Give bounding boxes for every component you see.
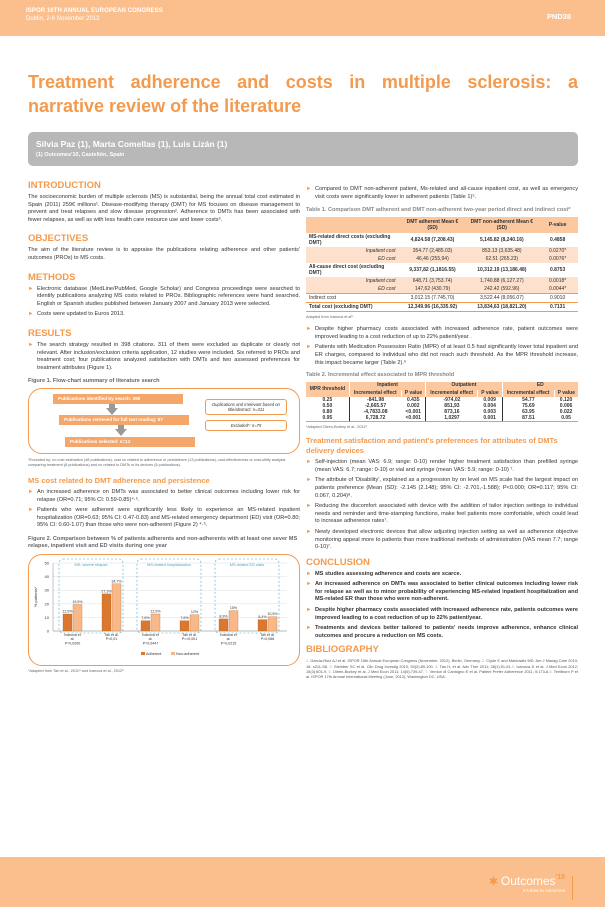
chart-data-label: 10,5% (267, 612, 278, 617)
table2-cell: <0.001 (401, 415, 425, 422)
flow-box-identified: Publications identified by search: 398 (53, 394, 183, 404)
satisfaction-item-text: Newly developed electronic devices that allow adjusting injection setting as well as adherence objective monitoring appeal more to patients than more traditional methods of administration (VAS mean 7.7; range 0-10)⁷. (315, 528, 578, 551)
chart-bar-non-adherent (229, 610, 238, 630)
bullet-arrow-icon: ► (28, 488, 34, 495)
table2-header-cell: ED (502, 382, 578, 390)
bullet-arrow-icon: ► (306, 344, 312, 351)
table2-cell: 87.51 (502, 415, 554, 422)
table1-cell: All-cause direct cost (excluding DMT) (309, 264, 385, 277)
results-list (28, 342, 300, 372)
results-item-text: The search strategy resulted in 398 citations. 311 of them were excluded as duplicate or clearly not relevant. After inclusion/exclusion criteria application, 12 studies were included. Six referred to PROs and treatment cost; four publications analyzed satisfaction with DMTs and two assessed preferences for treatment attributes (Figure 1). (37, 341, 300, 371)
chart-legend-label: Non-adherent (176, 651, 200, 656)
chart-group-label: MS-related ED visits (229, 562, 265, 567)
flow-arrow-icon (106, 408, 118, 415)
chart-bar-non-adherent (73, 604, 82, 631)
conclusion-list (306, 571, 578, 641)
chart-x-tick-label: al. (70, 637, 75, 642)
right-intro-list (306, 186, 578, 201)
table1-cell: 0.8753 (549, 267, 566, 274)
table1-cell: ED cost (306, 285, 398, 294)
table1-header-row (306, 217, 578, 233)
table1-cell: ED cost (306, 255, 398, 263)
methods-section (28, 272, 300, 319)
table1-cell: Inpatient cost (306, 277, 398, 285)
bibliography-ref-text: Clyde E and Markowitz MD. Am J Manag Care 2010; 16: s211-S8. (306, 658, 578, 669)
table2-cell: 0.003 (483, 409, 496, 416)
introduction-text: The socioeconomic burden of multiple sclerosis (MS) is substantial, being the annual total cost estimated in Spain (2011) 259€ millions¹. Disease-modifying therapy (DMT) for MS focuses on disease management to prevent and treat relapses and slow disease progression². Adherence to DMTs has been associated with fewer relapses, as well as with less health care resource use and lower costs³. (28, 194, 300, 223)
table2-cell: 0.95 (306, 415, 349, 422)
chart-data-label: 15% (229, 605, 238, 610)
logo-brand-suffix: '10 (555, 874, 565, 881)
chart-data-label: 8,4% (258, 614, 267, 619)
satisfaction-item-text: Self-injection (mean VAS: 6.9; range: 0-10) render higher treatment satisfaction than prefilled syringe (mean VAS: 6.7; range: 0-10) or vial and syringe (mean VAS: 5.9; range: 0-10) ⁷. (315, 459, 578, 473)
table1-row (306, 263, 578, 277)
table1-cell: 0.0018* (537, 277, 578, 285)
table2-cell: -2,665.57 (349, 403, 401, 409)
table2-cell: -841.98 (349, 397, 401, 403)
ms-cost-item-text: An increased adherence on DMTs was associated to better clinical outcomes including lower risk for relapse (OR=0.71; 95% CI: 0.59-0.85)⁴·⁵. (37, 488, 300, 503)
bibliography-ref-text: Tan H, et al. Adv Ther 2011; 28(1):51-61. (438, 663, 512, 669)
author-names: Silvia Paz (1), Marta Comellas (1), Luis Lizán (1) (36, 139, 228, 149)
results-item (28, 342, 300, 372)
chart-y-tick-label: 40 (44, 573, 49, 579)
bullet-arrow-icon: ► (306, 607, 312, 614)
bibliography-ref-number: 4. (435, 663, 439, 669)
table2-cell: 63.95 (502, 409, 554, 415)
table2-cell: 0.80 (322, 409, 333, 416)
chart-bar-adherent (102, 594, 111, 631)
logo-brand-text: Outcomes (500, 874, 556, 888)
satisfaction-section (306, 436, 578, 552)
table2-cell: -4,7833.08 (349, 409, 401, 415)
chart-y-axis-label: % patients* (33, 586, 38, 607)
objectives-heading: OBJECTIVES (28, 233, 89, 245)
chart-data-label: 19,5% (72, 599, 83, 604)
bibliography-ref-number: 7. (425, 668, 429, 674)
table1-cell: 5,145.82 (8,240.16) (480, 237, 524, 244)
table2-cell: 1,0297 (426, 415, 478, 422)
table1-header-cell (306, 217, 398, 233)
table1-cell: Total cost (excluding DMT) (306, 303, 398, 312)
chart-x-tick-label: P<0,01 (105, 637, 118, 642)
table1 (306, 217, 578, 312)
table1-cell: 853.13 (3,635.48) (466, 247, 537, 255)
table1-cell: MS-related direct costs (excluding DMT) (309, 234, 391, 247)
bibliography-ref-text: Teeltborn P et al. ISPOR 17th Annual International Meeting (June, 2012), Washington DC, USA. (306, 668, 578, 680)
chart-legend-swatch (141, 652, 145, 655)
table1-cell: 4,824.58 (7,208.43) (410, 237, 455, 244)
bibliography-ref-text: Steinber SC et al. Clin Drug Investig 2010; 30(2):89-100. (332, 663, 436, 669)
table2-cell: 0.05 (554, 415, 578, 422)
conclusion-heading: CONCLUSION (306, 556, 370, 568)
satisfaction-item-text: Reducing the discomfort associated with device with the addition of tailor injection settings to individual needs and reminder and time-stamping functions, make feel patients more comfortable, which could lead to increase adherence rates⁷. (315, 503, 578, 525)
table2-cell: 0.004 (483, 403, 496, 410)
flow-side-excluded: Excluded*: n=75 (205, 420, 287, 431)
table1-cell: 3,522.44 (8,056.07) (466, 294, 537, 303)
table1-cell: Inpatient cost (306, 247, 398, 255)
table2-row (306, 415, 578, 422)
conclusion-section (306, 557, 578, 641)
ms-cost-list (28, 489, 300, 530)
ms-cost-heading: MS cost related to DMT adherence and persistence (28, 475, 210, 485)
author-affiliation: (1) Outcomes'10, Castellón, Spain (36, 152, 125, 158)
table1-cell: 12,349.96 (16,335.92) (398, 303, 466, 312)
chart-group-label: MS-related hospitalization (147, 562, 191, 567)
chart-y-tick-label: 20 (44, 601, 49, 607)
bullet-arrow-icon: ► (306, 625, 312, 632)
table2-header-cell: Incremental effect (349, 390, 401, 398)
table1-footnote: Adapted from Ivanova et al⁵. (306, 315, 355, 320)
methods-item (28, 311, 300, 319)
table2-cell: 0.022 (559, 409, 573, 416)
table2-cell: 6,728.72 (349, 415, 401, 422)
table2-header-cell: MPR threshold (306, 382, 349, 397)
table1-cell: 10,312.19 (13,186.48) (477, 267, 527, 274)
chart-bar-adherent (258, 619, 267, 630)
bibliography-ref-number: 3. (329, 663, 333, 669)
chart-data-label: 7,6% (180, 616, 189, 621)
poster-code: PND38 (546, 12, 571, 21)
table2-cell: 75.69 (502, 403, 554, 409)
chart-x-tick-label: al. (226, 637, 231, 642)
table1-cell: 9,337,82 (1,1816.55) (409, 267, 456, 274)
figure2-chart-frame (28, 554, 300, 666)
table1-cell: 0.4858 (549, 237, 566, 244)
chart-x-tick-label: Tan et al. (260, 632, 275, 637)
chart-x-tick-label: Ivanova et (64, 632, 81, 637)
ms-cost-section (28, 476, 300, 530)
chart-bar-adherent (219, 619, 228, 631)
table1-header-cell: DMT non-adherent Mean € (SD) (466, 217, 537, 233)
conclusion-item-text: Despite higher pharmacy costs associated with increased adherence rate, patients outcomes were improved leading to a cost reduction of up to 22% patient/year. (315, 607, 578, 621)
table2-header-cell: Inpatient (349, 382, 425, 390)
chart-data-label: 8,9% (219, 614, 228, 619)
chart-bar-non-adherent (151, 614, 160, 631)
satisfaction-item (306, 477, 578, 500)
chart-y-tick-label: 30 (44, 587, 49, 593)
table2-header-cell: Incremental effect (502, 390, 554, 398)
satisfaction-item (306, 459, 578, 474)
methods-item-text: Electronic database (MedLine/PubMed, Google Scholar) and Congress proceedings were searched to identify publications analyzing MS costs related to PROs. Bibliographic references were hand searched. English or Spanish studies published between January 2007 and January 2013 were selected. (37, 285, 300, 307)
flow-box-selected: Publications selected: n=12 (65, 437, 195, 447)
chart-bar-non-adherent (190, 615, 199, 631)
table2-cell: 0.002 (406, 403, 420, 410)
chart-x-tick-label: P=0,0200 (64, 641, 81, 646)
chart-data-label: 12,5% (62, 609, 73, 614)
figure1-caption: Figure 1. Flow-chart summary of literature search (28, 378, 160, 385)
results-section (28, 328, 300, 372)
bullet-arrow-icon: ► (306, 477, 312, 484)
table1-row (306, 247, 578, 255)
table2-cell: 0.50 (322, 403, 333, 410)
flow-side-duplicates: Duplications and irrelevant based on title/abstract: n=311 (205, 399, 287, 415)
table2-cell: 0.009 (483, 397, 496, 404)
table2-cell: -974,02 (426, 397, 478, 403)
bibliography-ref-text: Oleen-Burkey et al. J Med Econ 2011; 14(6):739-47. (331, 668, 426, 674)
left-column (28, 180, 300, 674)
table1-header-cell: P-value (537, 217, 578, 233)
chart-data-label: 12% (190, 610, 199, 615)
bibliography-heading: BIBLIOGRAPHY (306, 644, 379, 656)
objectives-text: The aim of the literature review is to appraise the publications relating adherence and other patients' outcomes (PROs) to MS costs. (28, 247, 300, 261)
chart-x-tick-label: al. (148, 637, 153, 642)
conclusion-item-text: Treatments and devices better tailored to patients' needs improve adherence, enhance clinical outcomes and procure a reduction on MS costs. (315, 625, 578, 639)
table1-cell: 0.0044* (537, 285, 578, 294)
methods-item-text: Costs were updated to Euros 2013. (37, 311, 125, 318)
bibliography-ref-text: García-Ruiz AJ et al. ISPOR 15th Annual European Congress (November, 2012), Berlin, Germany. (309, 658, 482, 664)
bullet-arrow-icon: ► (28, 507, 34, 514)
bullet-arrow-icon: ► (306, 570, 312, 577)
introduction-heading: INTRODUCTION (28, 180, 101, 191)
figure2-footnote: *Adapted from Tan et al., 2011⁴ and Ivanova et al., 2012⁵ (28, 668, 124, 673)
table2-cell: 0.001 (478, 415, 502, 422)
methods-item (28, 286, 300, 309)
chart-data-label: 7,6% (141, 616, 150, 621)
table2-cell: 0.120 (559, 397, 573, 404)
figure2-chart (29, 555, 299, 665)
table2-group-header-row (306, 382, 578, 390)
bibliography-ref-text: Ivanova JI et al. J Med Econ 2012; 15(3):601-9. (306, 663, 579, 674)
chart-bar-non-adherent (112, 584, 121, 631)
bullet-arrow-icon: ► (306, 186, 312, 192)
table1-cell: 354.77 (2,485.03) (398, 247, 466, 255)
chart-x-tick-label: P=0,0215 (220, 641, 237, 646)
table1-cell: 0.0270* (537, 247, 578, 255)
table2-cell: <0.001 (405, 409, 421, 416)
header-banner (0, 0, 605, 36)
logo-divider (572, 876, 574, 900)
table2-cell: 0.006 (559, 403, 573, 410)
chart-data-label: 27,3% (101, 589, 112, 594)
bibliography-ref-number: 1. (306, 658, 310, 664)
table1-cell: 3,012.15 (7.745,70) (398, 294, 466, 303)
conclusion-item-text: An increased adherence on DMTs was associated to better clinical outcomes including lower risk for relapse as well as to minor probability of experiencing MS-related inpatient hospitalization and MS-related ER than those who were non-adherent. (315, 581, 578, 603)
poster-title: Treatment adherence and costs in multiple sclerosis: a narrative review of the literature (28, 72, 578, 116)
methods-heading: METHODS (28, 271, 76, 283)
right-intro-item (306, 186, 578, 201)
table2-cell: 54.77 (502, 397, 554, 403)
table2-header-cell: P value (401, 390, 425, 398)
satisfaction-heading: Treatment satisfaction and patient's preferences for attributes of DMTs delivery devices (306, 436, 558, 455)
author-box (28, 132, 578, 166)
introduction-section (28, 180, 300, 224)
table1-cell: 62.51 (265.23) (466, 255, 537, 263)
bibliography-ref-number: 2. (481, 658, 486, 664)
bibliography-list (306, 658, 578, 679)
table1-cell: Indirect cost (306, 294, 398, 303)
chart-bar-non-adherent (268, 617, 277, 631)
right-mid-item-text: Patients with Medication Possession Ratio (MPR) of at least 0.5 had significantly lower total inpatient and ER charges, compared to individual who did not reach such threshold. As the MPR threshold increase, this impact became larger (Table 2).⁶ (315, 344, 578, 366)
ms-cost-item (28, 507, 300, 530)
table2-cell: 873,16 (426, 409, 478, 415)
chart-x-tick-label: Tan et al. (104, 632, 119, 637)
conclusion-item (306, 607, 578, 622)
chart-x-tick-label: P=<0,001 (181, 637, 198, 642)
bibliography-ref-number: 5. (511, 663, 516, 669)
table1-cell: 13,834,63 (18,821.20) (466, 303, 537, 312)
table2-header-cell: Incremental effect (426, 390, 478, 398)
chart-data-label: 12,5% (150, 609, 161, 614)
ms-cost-item-text: Patients who were adherent were significantly less likely to experience an MS-related inpatient hospitalization (OR=0.63; 95% CI: 0.47-0.83) and MS-related emergency department (ED) visit (OR=0.80; 95% CI: 0.60-1.07) than those who were non-adherent (Figure 2) ⁴·⁵. (37, 507, 300, 529)
conclusion-item-text: MS studies assessing adherence and costs are scarce. (315, 570, 462, 577)
conclusion-item (306, 625, 578, 640)
chart-y-tick-label: 10 (44, 614, 49, 620)
table2-footnote: *Adapted Oleen-Burkey et al., 2011⁶ (306, 425, 368, 430)
table1-cell: 1,740.88 (6,127.27) (466, 277, 537, 285)
table1-row (306, 294, 578, 303)
chart-y-tick-label: 50 (44, 560, 49, 566)
table2-cell: 0.25 (322, 397, 333, 404)
table1-cell: 242.42 (592.96) (466, 285, 537, 294)
bullet-arrow-icon: ► (306, 459, 312, 466)
right-mid-item-text: Despite higher pharmacy costs associated with increased adherence rate, patient outcomes were improved leading to a cost reduction of up to 22% patient/year . (315, 326, 578, 340)
chart-bar-adherent (141, 621, 150, 631)
bullet-arrow-icon: ► (28, 285, 34, 292)
right-mid-item (306, 326, 578, 341)
bullet-arrow-icon: ► (306, 581, 312, 588)
logo-brand (501, 874, 565, 888)
chart-x-tick-label: Ivanova et (142, 632, 159, 637)
chart-x-tick-label: P=0,068 (260, 637, 275, 642)
conclusion-item (306, 571, 578, 579)
logo-tagline: It's time to outcomes (523, 888, 565, 893)
right-mid-item (306, 344, 578, 367)
chart-group-label: MS- severe relapse (74, 562, 108, 567)
satisfaction-list (306, 459, 578, 552)
table1-cell: 0.7131 (537, 303, 578, 312)
table2-cell: 851,93 (426, 403, 478, 409)
table1-cell: 147,62 (430.79) (398, 285, 466, 294)
figure2-caption: Figure 2. Comparison between % of patients adherents and non-adherents with at least one sever MS relapse, inpatient visit and ED visits during one year (28, 535, 298, 549)
table2-caption: Table 2. Incremental effect associated to MPR threshold (306, 372, 455, 379)
right-column (306, 186, 578, 679)
table2-cell: 0.435 (406, 397, 420, 404)
table1-row (306, 277, 578, 285)
table2-header-cell: Outpatient (426, 382, 502, 390)
bullet-arrow-icon: ► (306, 503, 312, 510)
right-mid-list (306, 326, 578, 367)
flowchart (28, 388, 300, 454)
table1-row (306, 285, 578, 294)
flow-arrow-icon (115, 429, 127, 436)
table1-row (306, 303, 578, 312)
objectives-section (28, 233, 300, 262)
chart-legend-swatch (171, 652, 175, 655)
outcomes10-logo (488, 874, 565, 893)
table1-row (306, 255, 578, 263)
table2-header-cell: P value (554, 390, 578, 398)
chart-legend-label: Adherent (146, 651, 162, 656)
chart-bar-adherent (180, 621, 189, 631)
flow-box-retrieved: Publications retrieved for full text reading: 87 (59, 415, 189, 425)
table1-cell: 0.0076* (537, 255, 578, 263)
bibliography-section (306, 644, 578, 679)
bullet-arrow-icon: ► (28, 311, 34, 318)
conclusion-item (306, 581, 578, 604)
table1-row (306, 233, 578, 247)
bibliography-ref-number: 8. (549, 668, 553, 674)
table1-cell: 648,71 (3,753.74) (398, 277, 466, 285)
bullet-arrow-icon: ► (306, 528, 312, 535)
bullet-arrow-icon: ► (306, 326, 312, 333)
chart-x-tick-label: P=0,0447 (142, 641, 159, 646)
satisfaction-item-text: The attribute of 'Disability', explained as a progression by on level on MS scale had the largest impact on patients preference (Mean (SD): -2.145 (2.148); 95% CI: -2.701,-1.588); P<0.000; OR=0.117; 95% CI: 0.067, 0.204)⁸. (315, 477, 578, 499)
bibliography-ref-text: Verdun di Cantogno E et al. Patient Prefer Adherence 2011; 5:173-8. (428, 668, 550, 674)
chart-x-tick-label: Ivanova et (220, 632, 237, 637)
table2-header-cell: P value (478, 390, 502, 398)
results-heading: RESULTS (28, 327, 72, 339)
right-intro-item-text: Compared to DMT non-adherent patient, Ms-related and all-cause inpatient cost, as well as emergency visit costs were significantly lower in adherent patients (Table 1)⁵. (315, 186, 578, 200)
bibliography-ref-number: 6. (328, 668, 332, 674)
figure1-footnote: *Excluded by: no cost estimation (48 publications), cost no related to adherence or persistence (13 publications), cost-effectiveness or cost-utility analysis comparing treatment (8 publications) and no related to DMTs or its devices (6 publications). (28, 458, 286, 468)
methods-list (28, 286, 300, 319)
chart-data-label: 34,7% (111, 579, 122, 584)
satisfaction-item (306, 503, 578, 526)
ms-cost-item (28, 489, 300, 504)
table1-header-cell: DMT adherent Mean € (SD) (398, 217, 466, 233)
congress-dates: Dublin, 2-6 November 2013 (26, 16, 100, 22)
table1-caption: Table 1. Comparison DMT adherent and DMT non-adherent two-year period direct and indirect cost* (306, 207, 571, 214)
satisfaction-item (306, 529, 578, 552)
table2 (306, 382, 578, 422)
table1-cell: 46,46 (255,94) (398, 255, 466, 263)
bullet-arrow-icon: ► (28, 341, 34, 348)
logo-figure-icon: ✱ (488, 876, 499, 888)
congress-name: ISPOR 16TH ANNUAL EUROPEAN CONGRESS (26, 8, 163, 14)
chart-bar-adherent (63, 614, 72, 631)
table1-cell: 0.9010 (537, 294, 578, 303)
chart-x-tick-label: Tan et al. (182, 632, 197, 637)
chart-y-tick-label: 0 (46, 628, 49, 634)
